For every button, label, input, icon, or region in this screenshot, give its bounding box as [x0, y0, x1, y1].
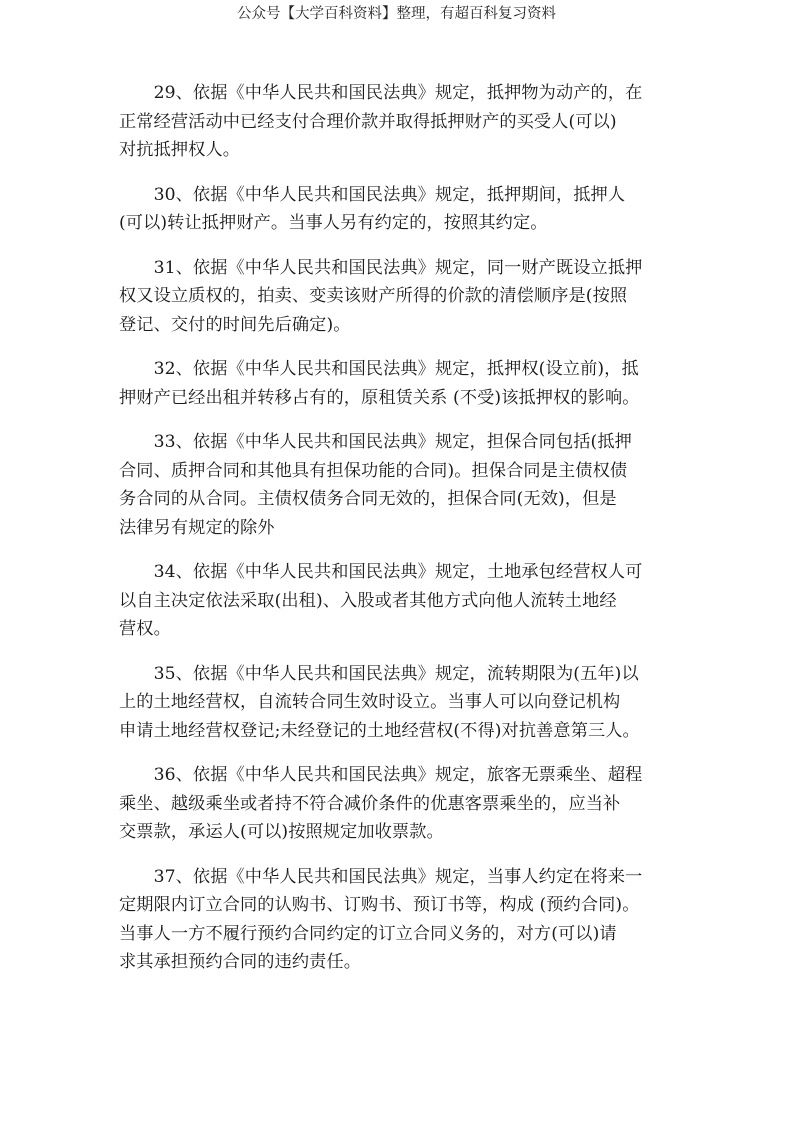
paragraph-34: 34、依据《中华人民共和国民法典》规定，土地承包经营权人可 以自主决定依法采取(出租)、入股或者其他方式向他人流转土地经 营权。 [119, 562, 643, 639]
paragraph-30: 30、依据《中华人民共和国民法典》规定，抵押期间，抵押人 (可以)转让抵押财产。当事人另有约定的，按照其约定。 [119, 184, 626, 233]
paragraph-37: 37、依据《中华人民共和国民法典》规定，当事人约定在将来一 定期限内订立合同的认购书、订购书、预订书等，构成 (预约合同)。 当事人一方不履行预约合同约定的订立合同义务的，对方(可以)请 求其承担预约合同的违约责任。 [119, 866, 643, 972]
paragraph-33: 33、依据《中华人民共和国民法典》规定，担保合同包括(抵押 合同、质押合同和其他具有担保功能的合同)。担保合同是主债权债 务合同的从合同。主债权债务合同无效的，担保合同(无效)，但是 法律另有规定的除外 [119, 432, 632, 538]
document-body [119, 79, 689, 993]
paragraph-29: 29、依据《中华人民共和国民法典》规定，抵押物为动产的，在 正常经营活动中已经支付合理价款并取得抵押财产的买受人(可以) 对抗抵押权人。 [119, 83, 643, 160]
paragraph-32: 32、依据《中华人民共和国民法典》规定，抵押权(设立前)，抵 押财产已经出租并转移占有的，原租赁关系 (不受)该抵押权的影响。 [119, 359, 640, 408]
page-header: 公众号【大学百科资料】整理，有超百科复习资料 [237, 6, 556, 22]
paragraph-36: 36、依据《中华人民共和国民法典》规定，旅客无票乘坐、超程 乘坐、越级乘坐或者持不符合减价条件的优惠客票乘坐的，应当补 交票款，承运人(可以)按照规定加收票款。 [119, 765, 643, 842]
paragraph-35: 35、依据《中华人民共和国民法典》规定，流转期限为(五年)以 上的土地经营权，自流转合同生效时设立。当事人可以向登记机构 申请土地经营权登记;未经登记的土地经营权(不得)对抗善意第三人。 [119, 663, 640, 741]
paragraph-31: 31、依据《中华人民共和国民法典》规定，同一财产既设立抵押 权又设立质权的，拍卖、变卖该财产所得的价款的清偿顺序是(按照 登记、交付的时间先后确定)。 [119, 257, 643, 335]
